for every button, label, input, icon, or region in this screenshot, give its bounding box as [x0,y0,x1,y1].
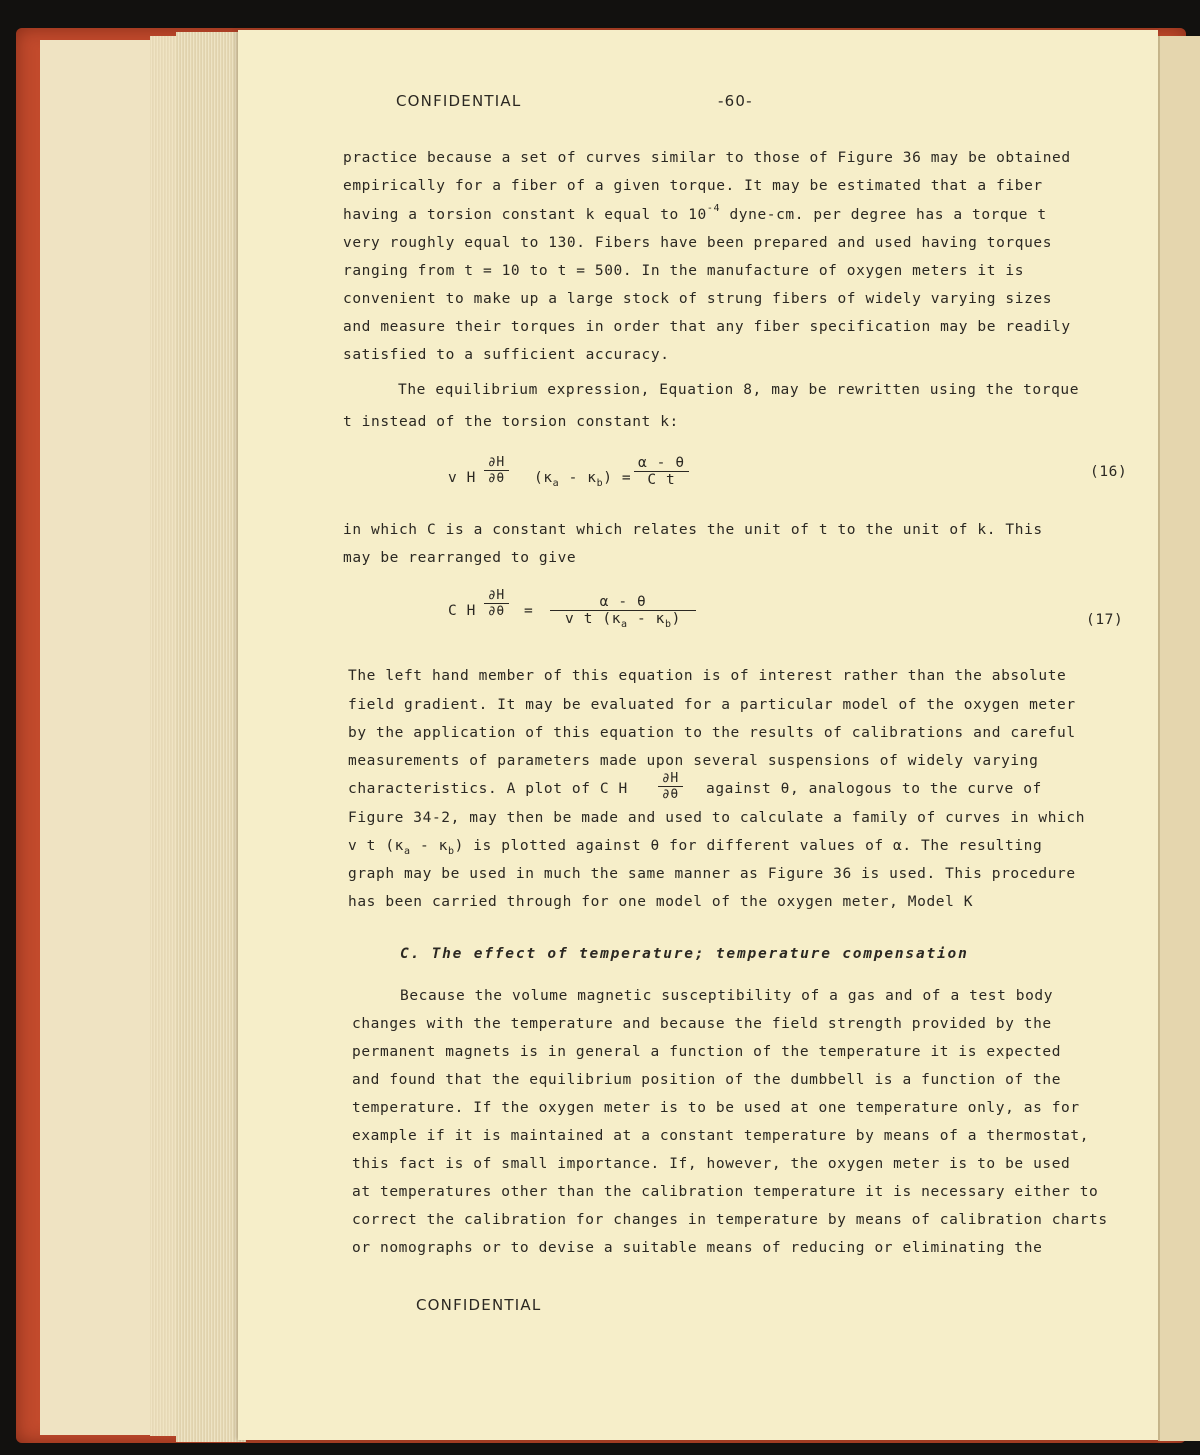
footer-confidential: CONFIDENTIAL [416,1296,542,1314]
text-line [348,838,1043,857]
text-line: by the application of this equation to the results of calibrations and careful [348,725,1076,741]
text-segment: ) is plotted against θ for different values of α. The resulting [454,838,1043,854]
text-segment: - κ [559,470,597,486]
text-line: or nomographs or to devise a suitable means of reducing or eliminating the [352,1240,1043,1256]
frac-denominator [550,610,696,630]
right-cover-edge [1158,36,1200,1441]
section-heading: C. The effect of temperature; temperature compensation [400,946,969,962]
subscript: b [664,619,672,630]
frac-denominator: C t [634,471,689,488]
text-segment: v t (κ [565,611,622,627]
text-line: t instead of the torsion constant k: [343,414,679,430]
text-segment: dyne-cm. per degree has a torque t [729,207,1047,223]
text-line: Because the volume magnetic susceptibility of a gas and of a test body [400,988,1054,1004]
equation-number: (16) [1090,464,1128,480]
text-segment: having a torsion constant k equal to 10 [343,207,707,223]
text-line: against θ, analogous to the curve of [706,781,1042,797]
text-segment: ) [671,611,681,627]
text-line: temperature. If the oxygen meter is to be used at one temperature only, as for [352,1100,1080,1116]
text-line: this fact is of small importance. If, however, the oxygen meter is to be used [352,1156,1071,1172]
text-line: has been carried through for one model of the oxygen meter, Model K [348,894,974,910]
frac-denominator: ∂θ [484,603,509,619]
rhs-fraction [550,594,696,630]
subscript: a [403,846,411,857]
eq-prefix: C H [448,603,476,619]
partial-fraction [484,455,509,486]
text-segment: - κ [410,838,448,854]
text-line: characteristics. A plot of C H [348,781,628,797]
equation-number: (17) [1086,612,1124,628]
inline-partial-fraction [658,771,683,802]
text-line: The equilibrium expression, Equation 8, may be rewritten using the torque [398,382,1080,398]
frac-numerator: ∂H [488,455,505,470]
subscript: a [552,478,560,489]
partial-fraction [484,588,509,619]
header-confidential: CONFIDENTIAL [396,92,522,110]
eq-equals: = [524,603,534,619]
text-line: empirically for a fiber of a given torque. It may be estimated that a fiber [343,178,1043,194]
text-line: practice because a set of curves similar to those of Figure 36 may be obtained [343,150,1071,166]
text-line: example if it is maintained at a constant temperature by means of a thermostat, [352,1128,1090,1144]
page-number: -60- [718,92,753,110]
eq-kappa-term [534,470,632,489]
exponent: -4 [706,203,721,214]
text-line: may be rearranged to give [343,550,577,566]
text-segment: ) = [603,470,632,486]
text-segment: (κ [534,470,553,486]
inner-cover-board [40,40,162,1435]
document-page [238,30,1158,1440]
text-line: Figure 34-2, may then be made and used to calculate a family of curves in which [348,810,1086,826]
text-line [343,203,1047,223]
text-line: permanent magnets is in general a function of the temperature it is expected [352,1044,1062,1060]
subscript: b [596,478,604,489]
subscript: b [447,846,455,857]
text-line: measurements of parameters made upon several suspensions of widely varying [348,753,1039,769]
text-line: changes with the temperature and because the field strength provided by the [352,1016,1052,1032]
subscript: a [621,619,628,630]
text-line: The left hand member of this equation is of interest rather than the absolute [348,668,1067,684]
text-line: and found that the equilibrium position of the dumbbell is a function of the [352,1072,1062,1088]
text-line: graph may be used in much the same manner as Figure 36 is used. This procedure [348,866,1076,882]
frac-numerator: ∂H [488,588,505,603]
text-line: very roughly equal to 130. Fibers have been prepared and used having torques [343,235,1053,251]
text-line: and measure their torques in order that any fiber specification may be readily [343,319,1071,335]
text-line: satisfied to a sufficient accuracy. [343,347,670,363]
text-line: ranging from t = 10 to t = 500. In the manufacture of oxygen meters it is [343,263,1025,279]
frac-denominator: ∂θ [484,470,509,486]
frac-denominator: ∂θ [658,786,683,802]
frac-numerator: ∂H [662,771,679,786]
text-line: at temperatures other than the calibration temperature it is necessary either to [352,1184,1099,1200]
frac-numerator: α - θ [599,594,647,610]
page-stack [176,32,246,1442]
frac-numerator: α - θ [638,455,685,471]
text-line: field gradient. It may be evaluated for a particular model of the oxygen meter [348,697,1076,713]
text-line: correct the calibration for changes in temperature by means of calibration charts [352,1212,1108,1228]
eq-prefix: v H [448,470,476,486]
rhs-fraction [634,455,689,488]
text-line: convenient to make up a large stock of strung fibers of widely varying sizes [343,291,1053,307]
text-segment: v t (κ [348,838,404,854]
text-line: in which C is a constant which relates the unit of t to the unit of k. This [343,522,1043,538]
text-segment: - κ [627,611,665,627]
